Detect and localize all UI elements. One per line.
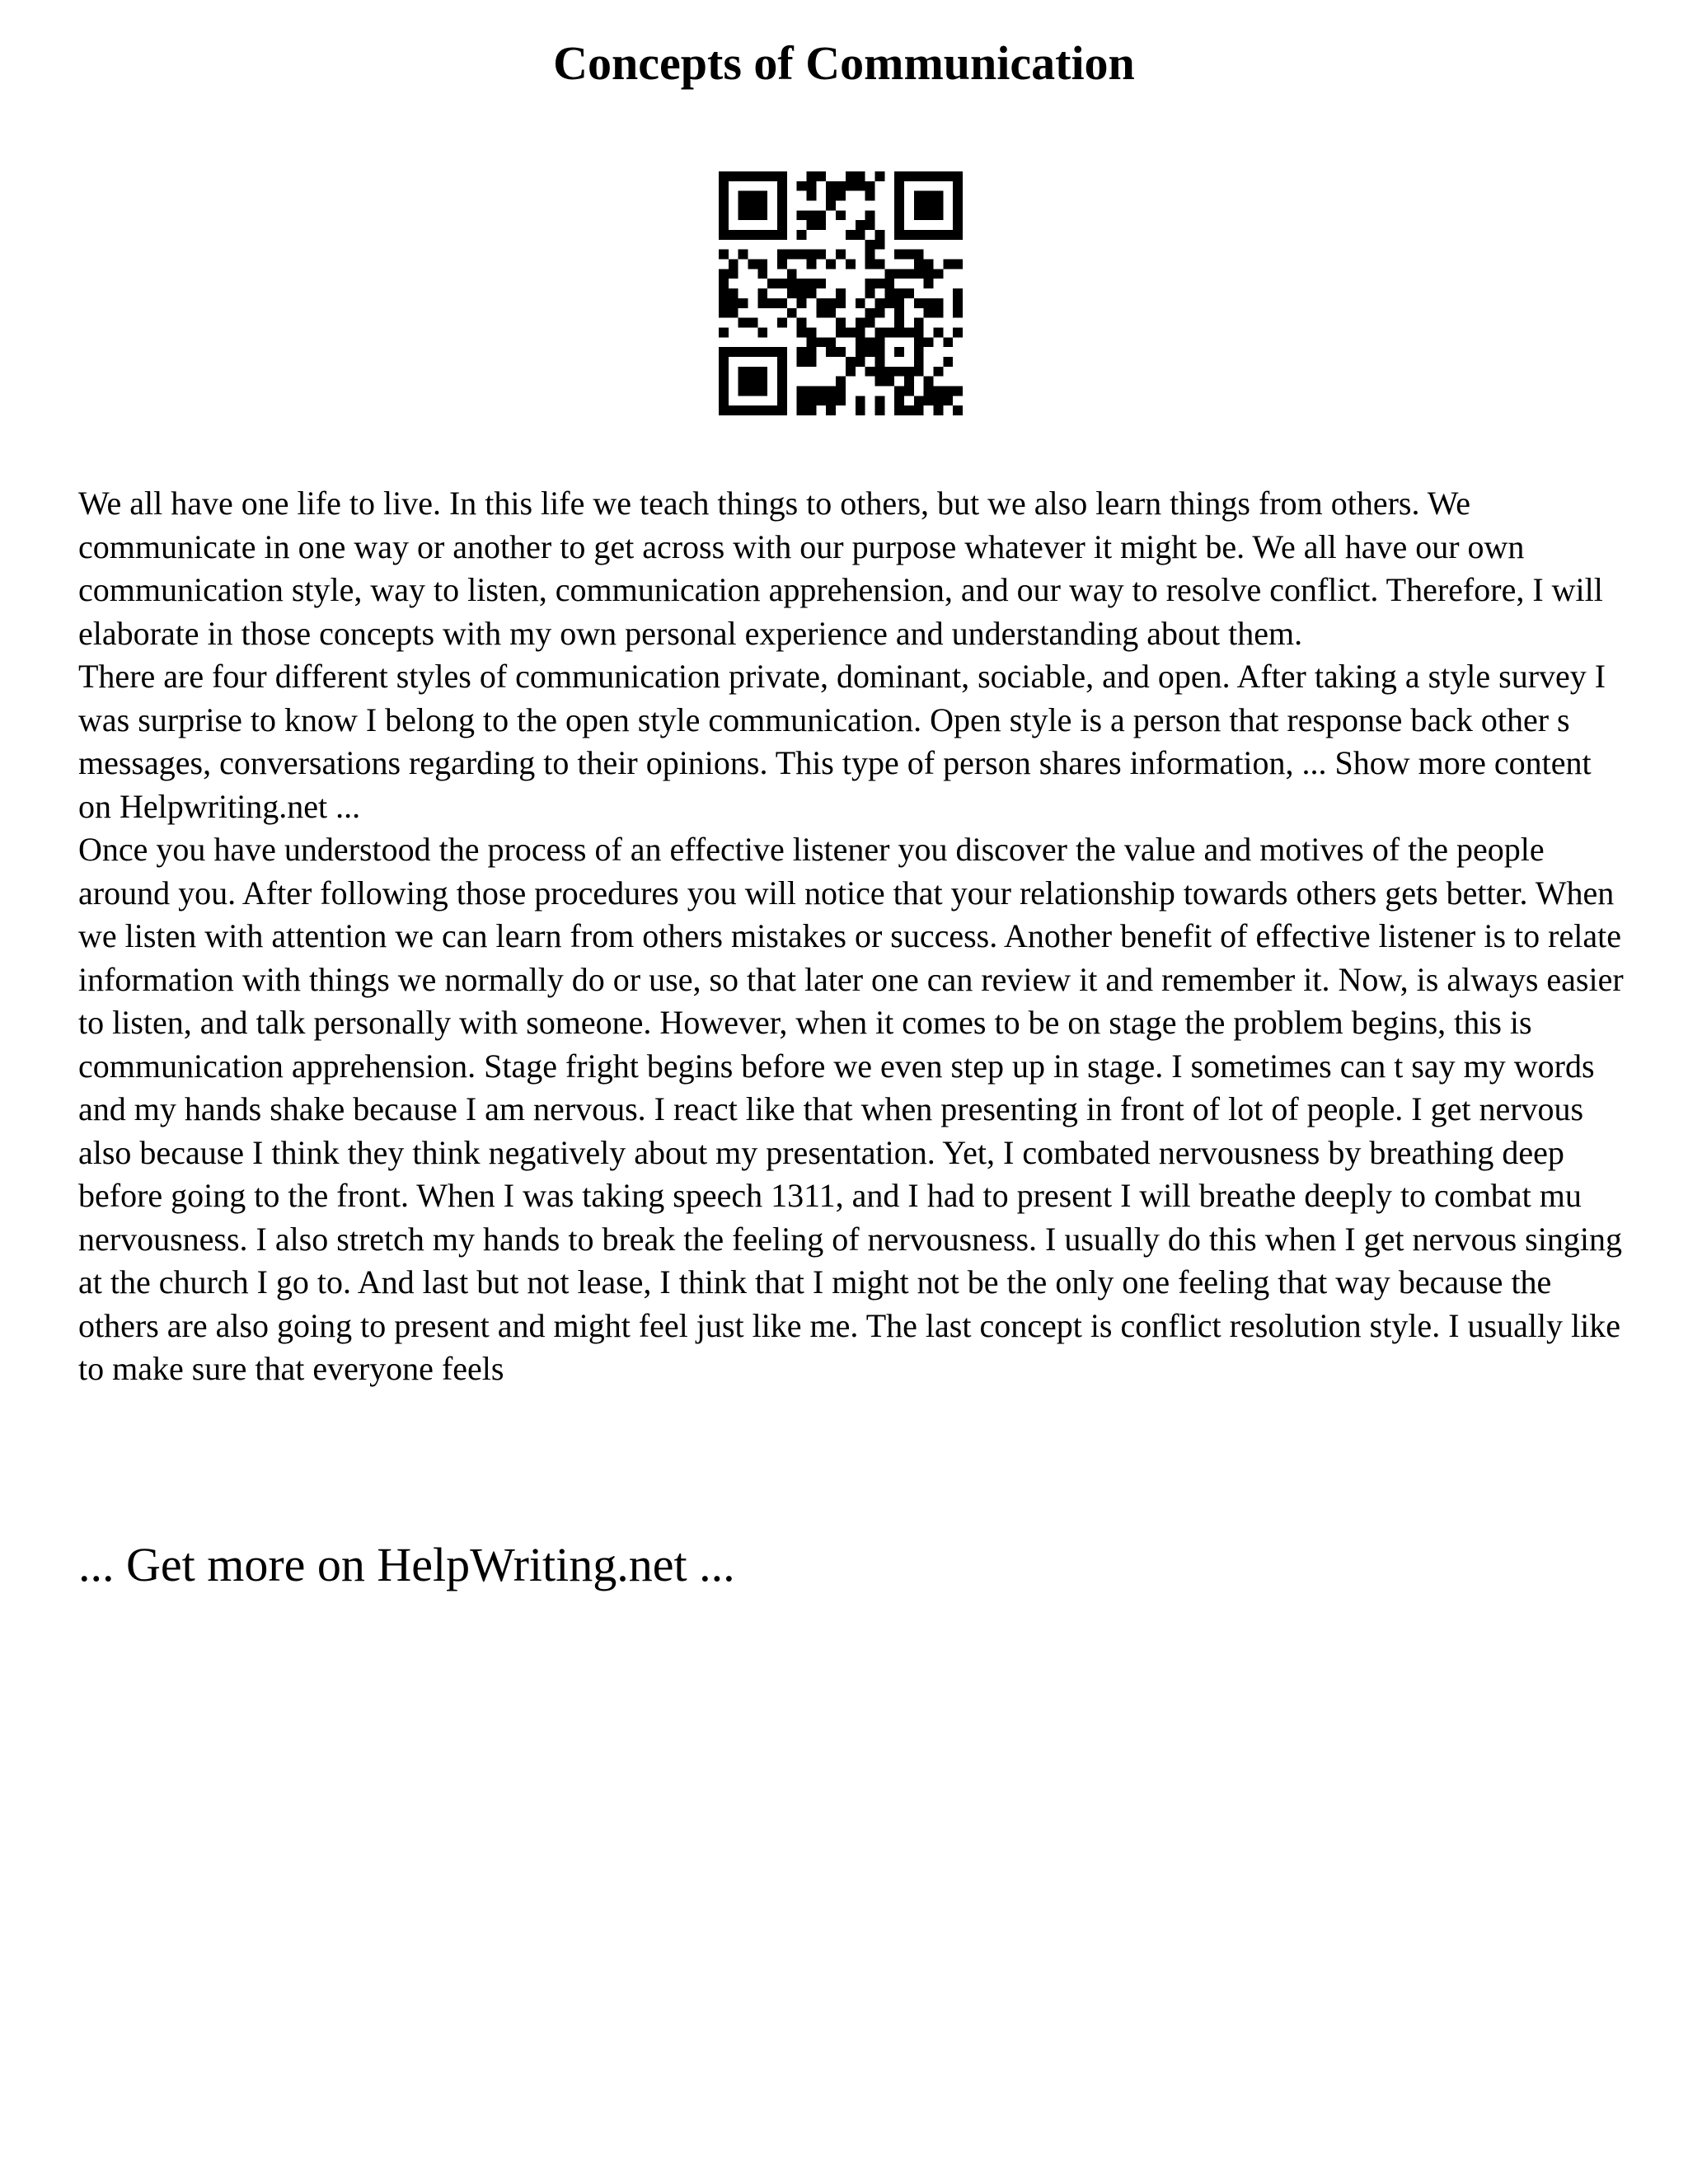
document-body <box>78 482 1628 1391</box>
paragraph-listening: Once you have understood the process of an effective listener you discover the value and motives of the people around you. After following those procedures you will notice that your relationship towards others gets better. When we listen with attention we can learn from others mistakes or success. Another benefit of effective listener is to relate information with things we normally do or use, so that later one can review it and remember it. Now, is always easier to listen, and talk personally with someone. However, when it comes to be on stage the problem begins, this is communication apprehension. Stage fright begins before we even step up in stage. I sometimes can t say my words and my hands shake because I am nervous. I react like that when presenting in front of lot of people. I get nervous also because I think they think negatively about my presentation. Yet, I combated nervousness by breathing deep before going to the front. When I was taking speech 1311, and I had to present I will breathe deeply to combat mu nervousness. I also stretch my hands to break the feeling of nervousness. I usually do this when I get nervous singing at the church I go to. And last but not lease, I think that I might not be the only one feeling that way because the others are also going to present and might feel just like me. The last concept is conflict resolution style. I usually like to make sure that everyone feels <box>78 831 1624 1387</box>
paragraph-intro: We all have one life to live. In this life we teach things to others, but we also learn things from others. We communicate in one way or another to get across with our purpose whatever it might be. We all have our own communication style, way to listen, communication apprehension, and our way to resolve conflict. Therefore, I will elaborate in those concepts with my own personal experience and understanding about them. <box>78 485 1603 652</box>
qr-code-icon <box>719 171 963 415</box>
get-more-link[interactable]: ... Get more on HelpWriting.net ... <box>78 1538 735 1591</box>
document-title: Concepts of Communication <box>553 36 1135 90</box>
paragraph-styles: There are four different styles of communication private, dominant, sociable, and open. After taking a style survey I was surprise to know I belong to the open style communication. Open style is a person that response back other s messages, conversations regarding to their opinions. This type of person shares information, ... Show more content on Helpwriting.net ... <box>78 658 1606 825</box>
qr-code-graphic <box>719 171 963 415</box>
